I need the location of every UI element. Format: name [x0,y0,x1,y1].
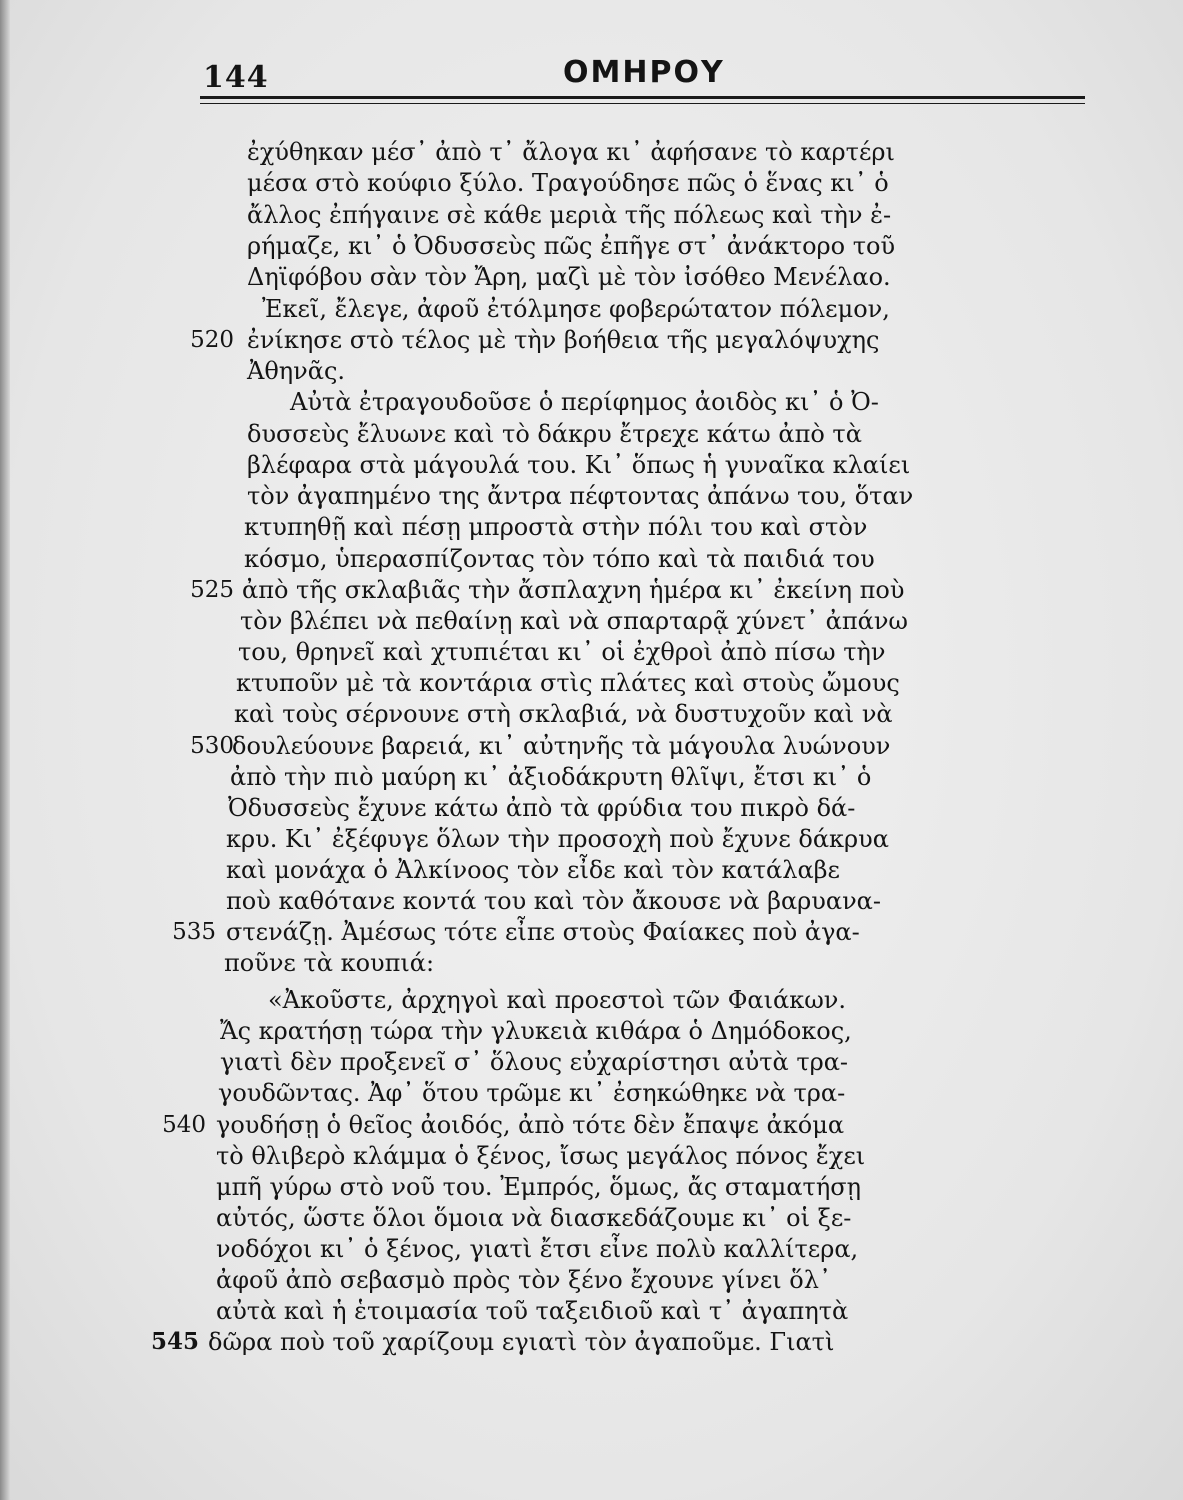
text-line: βλέφαρα στὰ μάγουλά του. Κι᾽ ὅπως ἡ γυναῖκα κλαίει [247,451,911,479]
line-number: 520 [190,327,234,353]
line-number: 530 [190,733,234,759]
text-line: δυσσεὺς ἔλυωνε καὶ τὸ δάκρυ ἔτρεχε κάτω ἀπὸ τὰ [247,420,862,448]
text-line: του, θρηνεῖ καὶ χτυπιέται κι᾽ οἱ ἐχθροὶ ἀπὸ πίσω τὴν [238,638,886,666]
text-line: Ἐκεῖ, ἔλεγε, ἀφοῦ ἐτόλμησε φοβερώτατον πόλεμον, [262,295,890,323]
page-number: 144 [203,60,269,95]
text-line: νοδόχοι κι᾽ ὁ ξένος, γιατὶ ἔτσι εἶνε πολὺ καλλίτερα, [216,1235,859,1263]
text-line: γουδήσῃ ὁ θεῖος ἀοιδός, ἀπὸ τότε δὲν ἔπαψε ἀκόμα [216,1111,845,1139]
text-line: κρυ. Κι᾽ ἐξέφυγε ὅλων τὴν προσοχὴ ποὺ ἔχυνε δάκρυα [226,825,889,853]
header-rule-thick [200,96,1085,99]
line-number: 525 [190,577,234,603]
text-line: καὶ μονάχα ὁ Ἀλκίνοος τὸν εἶδε καὶ τὸν κατάλαβε [226,856,840,884]
text-line: δουλεύουνε βαρειά, κι᾽ αὐτηνῆς τὰ μάγουλα λυώνουν [232,732,891,760]
text-line: «Ἀκοῦστε, ἀρχηγοὶ καὶ προεστοὶ τῶν Φαιάκων. [268,986,846,1014]
running-title: ΟΜΗΡΟΥ [563,55,725,90]
text-line: ἐνίκησε στὸ τέλος μὲ τὴν βοήθεια τῆς μεγαλόψυχης [247,326,880,354]
page-edge-shadow [0,0,10,1500]
text-line: κόσμο, ὑπερασπίζοντας τὸν τόπο καὶ τὰ παιδιά του [244,545,875,573]
text-line: ἐχύθηκαν μέσ᾽ ἀπὸ τ᾽ ἄλογα κι᾽ ἀφήσανε τὸ καρτέρι [247,138,895,166]
text-line: δῶρα ποὺ τοῦ χαρίζουμ εγιατὶ τὸν ἀγαποῦμε. Γιατὶ [208,1328,835,1356]
text-line: ἀπὸ τῆς σκλαβιᾶς τὴν ἄσπλαχνη ἡμέρα κι᾽ ἐκείνη ποὺ [242,576,905,604]
line-number: 535 [172,919,216,945]
text-line: Ἄς κρατήσῃ τώρα τὴν γλυκειὰ κιθάρα ὁ Δημόδοκος, [220,1017,852,1045]
text-line: μπῆ γύρω στὸ νοῦ του. Ἐμπρός, ὅμως, ἄς σταματήσῃ [216,1173,861,1201]
text-line: καὶ τοὺς σέρνουνε στὴ σκλαβιά, νὰ δυστυχοῦν καὶ νὰ [234,700,893,728]
text-line: κτυπηθῇ καὶ πέσῃ μπροστὰ στὴν πόλι του καὶ στὸν [244,513,868,541]
text-line: Δηϊφόβου σὰν τὸν Ἄρη, μαζὶ μὲ τὸν ἰσόθεο Μενέλαο. [247,263,891,291]
text-line: Ὀδυσσεὺς ἔχυνε κάτω ἀπὸ τὰ φρύδια του πικρὸ δά- [228,794,856,822]
text-line: Αὐτὰ ἐτραγουδοῦσε ὁ περίφημος ἀοιδὸς κι᾽ ὁ Ὀ- [290,388,879,416]
text-line: τὸ θλιβερὸ κλάμμα ὁ ξένος, ἴσως μεγάλος πόνος ἔχει [216,1142,866,1170]
text-line: στενάζῃ. Ἀμέσως τότε εἶπε στοὺς Φαίακες ποὺ ἀγα- [226,918,860,946]
text-line: Ἀθηνᾶς. [247,357,346,385]
text-line: ρήμαζε, κι᾽ ὁ Ὀδυσσεὺς πῶς ἐπῆγε στ᾽ ἀνάκτορο τοῦ [247,232,896,260]
text-line: ποῦνε τὰ κουπιά: [224,949,435,977]
text-line: γουδῶντας. Ἀφ᾽ ὅτου τρῶμε κι᾽ ἐσηκώθηκε νὰ τρα- [218,1079,846,1107]
text-line: αὐτός, ὥστε ὅλοι ὅμοια νὰ διασκεδάζουμε κι᾽ οἱ ξε- [216,1204,852,1232]
text-line: γιατὶ δὲν προξενεῖ σ᾽ ὅλους εὐχαρίστησι αὐτὰ τρα- [220,1048,849,1076]
text-line: ἄλλος ἐπήγαινε σὲ κάθε μεριὰ τῆς πόλεως καὶ τὴν ἐ- [247,201,892,229]
header-rule-thin [200,103,1085,104]
text-line: ποὺ καθότανε κοντά του καὶ τὸν ἄκουσε νὰ βαρυανα- [226,887,881,915]
line-number: 540 [162,1112,206,1138]
line-number: 545 [150,1328,199,1355]
text-line: μέσα στὸ κούφιο ξύλο. Τραγούδησε πῶς ὁ ἕνας κι᾽ ὁ [247,169,889,197]
text-line: ἀφοῦ ἀπὸ σεβασμὸ πρὸς τὸν ξένο ἔχουνε γίνει ὅλ᾽ [216,1266,831,1294]
text-line: ἀπὸ τὴν πιὸ μαύρη κι᾽ ἀξιοδάκρυτη θλῖψι, ἔτσι κι᾽ ὁ [230,763,872,791]
text-line: αὐτὰ καὶ ἡ ἑτοιμασία τοῦ ταξειδιοῦ καὶ τ᾽ ἀγαπητὰ [216,1297,849,1325]
text-line: τὸν ἀγαπημένο της ἄντρα πέφτοντας ἀπάνω του, ὅταν [247,482,914,510]
text-line: κτυποῦν μὲ τὰ κοντάρια στὶς πλάτες καὶ στοὺς ὤμους [236,669,900,697]
text-line: τὸν βλέπει νὰ πεθαίνῃ καὶ νὰ σπαρταρᾷ χύνετ᾽ ἀπάνω [240,607,908,635]
